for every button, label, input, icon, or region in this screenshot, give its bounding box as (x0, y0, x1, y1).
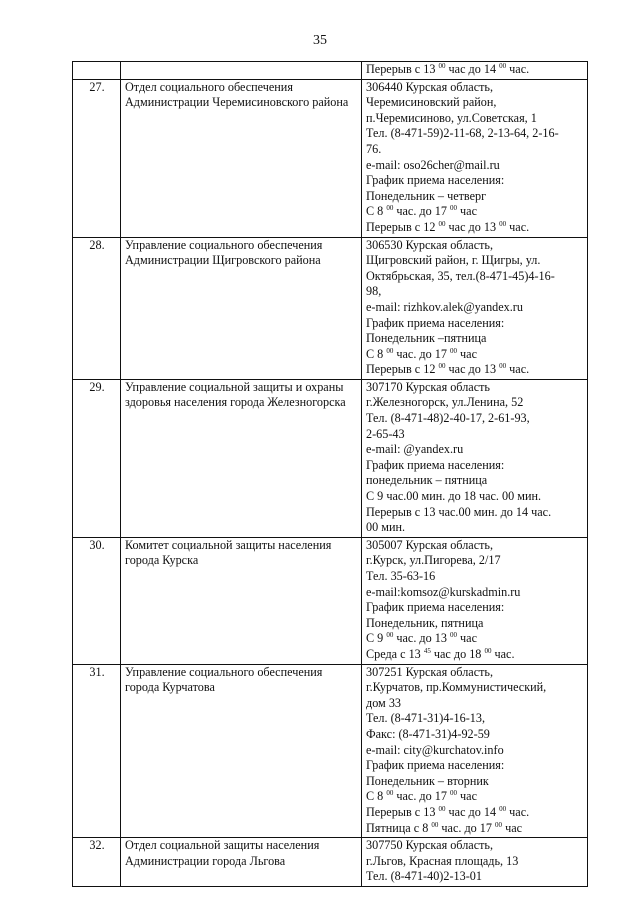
contact-line: г.Курчатов, пр.Коммунистический, (366, 680, 547, 695)
contact-line: Черемисиновский район, (366, 95, 497, 110)
contact-line: Понедельник – вторник (366, 773, 489, 788)
contact-line: e-mail: @yandex.ru (366, 442, 464, 457)
contact-line: Среда с 13 $^{45}$ час до 18 $^{00}$ час. (366, 646, 515, 661)
contact-line: Перерыв с 12 $^{00}$ час до 13 $^{00}$ час. (366, 219, 530, 234)
table-row (73, 237, 588, 379)
contact-line: 307750 Курская область, (366, 838, 494, 853)
contact-line: Тел. (8-471-48)2-40-17, 2-61-93, (366, 411, 530, 426)
contact-line: e-mail:komsoz@kurskadmin.ru (366, 584, 521, 599)
page-number: 35 (313, 33, 327, 48)
contact-line: Понедельник –пятница (366, 331, 487, 346)
contact-line: 306530 Курская область, (366, 237, 494, 252)
contact-line: С 8 $^{00}$ час. до 17 $^{00}$ час (366, 346, 477, 361)
table-row (73, 79, 588, 237)
contact-line: 76. (366, 141, 382, 156)
row-number: 28. (89, 237, 105, 252)
row-number: 32. (89, 838, 105, 853)
organization-cell (121, 79, 362, 237)
row-number-cell (73, 62, 121, 80)
contact-line: Понедельник, пятница (366, 615, 484, 630)
contact-line: Перерыв с 13 $^{00}$ час до 14 $^{00}$ час. (366, 804, 530, 819)
row-number: 31. (89, 664, 105, 679)
contact-line: e-mail: city@kurchatov.info (366, 742, 504, 757)
contact-line: дом 33 (366, 695, 402, 710)
contact-line: Щигровский район, г. Щигры, ул. (366, 253, 541, 268)
contact-cell (362, 79, 588, 237)
contact-line: Факс: (8-471-31)4-92-59 (366, 726, 490, 741)
table-row (73, 379, 588, 537)
table-row-continuation (73, 62, 588, 80)
organization-cell (121, 838, 362, 887)
contact-line: Октябрьская, 35, тел.(8-471-45)4-16- (366, 268, 555, 283)
contact-line: e-mail: oso26cher@mail.ru (366, 157, 500, 172)
contact-cell (362, 62, 588, 80)
contact-line: Перерыв с 12 $^{00}$ час до 13 $^{00}$ час. (366, 362, 530, 377)
contact-line: Понедельник – четверг (366, 188, 487, 203)
organization-name: Управление социальной защиты и охраны здоровья населения города Железногорска (125, 379, 346, 410)
contact-line: 305007 Курская область, (366, 537, 494, 552)
organization-name: Комитет социальной защиты населения города Курска (125, 537, 332, 568)
organization-cell (121, 664, 362, 838)
contact-line: С 8 $^{00}$ час. до 17 $^{00}$ час (366, 204, 477, 219)
contact-line: п.Черемисиново, ул.Советская, 1 (366, 110, 537, 125)
row-number: 30. (89, 537, 105, 552)
contact-line: Тел. (8-471-31)4-16-13, (366, 711, 485, 726)
contact-line: понедельник – пятница (366, 473, 488, 488)
organization-name: Отдел социальной защиты населения Администрации города Льгова (125, 838, 320, 868)
registry-table (72, 61, 588, 887)
organization-cell (121, 379, 362, 537)
contact-line: 307251 Курская область, (366, 664, 494, 679)
contact-line: 307170 Курская область (366, 379, 490, 394)
contact-line: 00 мин. (366, 520, 406, 535)
organization-cell (121, 537, 362, 664)
table-row (73, 664, 588, 838)
contact-line: e-mail: rizhkov.alek@yandex.ru (366, 299, 523, 314)
contact-line: Перерыв с 13 час.00 мин. до 14 час. (366, 504, 552, 519)
row-number-cell (73, 237, 121, 379)
contact-line: 98, (366, 284, 382, 299)
row-number-cell (73, 379, 121, 537)
contact-line: График приема населения: (366, 173, 505, 188)
contact-line: г.Железногорск, ул.Ленина, 52 (366, 395, 524, 410)
organization-name: Отдел социального обеспечения Администрации Черемисиновского района (125, 79, 349, 110)
contact-line: График приема населения: (366, 600, 505, 615)
organization-cell (121, 237, 362, 379)
contact-cell (362, 237, 588, 379)
organization-name: Управление социального обеспечения Администрации Щигровского района (125, 237, 323, 268)
row-number-cell (73, 537, 121, 664)
contact-line: С 8 $^{00}$ час. до 17 $^{00}$ час (366, 789, 477, 804)
contact-line: 306440 Курская область, (366, 79, 494, 94)
row-number-cell (73, 838, 121, 887)
contact-line: г.Курск, ул.Пигорева, 2/17 (366, 553, 501, 568)
contact-line: С 9 $^{00}$ час. до 13 $^{00}$ час (366, 631, 477, 646)
row-number: 27. (89, 79, 105, 94)
table-row (73, 537, 588, 664)
contact-line: Тел. (8-471-40)2-13-01 (366, 869, 482, 884)
contact-line: 2-65-43 (366, 426, 405, 441)
contact-line: График приема населения: (366, 457, 505, 472)
contact-line: Тел. 35-63-16 (366, 569, 436, 583)
table-row (73, 838, 588, 887)
contact-line: Тел. (8-471-59)2-11-68, 2-13-64, 2-16- (366, 126, 559, 141)
contact-line: График приема населения: (366, 315, 505, 330)
row-number: 29. (89, 379, 105, 394)
row-number-cell (73, 664, 121, 838)
contact-cell (362, 838, 588, 887)
contact-line: г.Льгов, Красная площадь, 13 (366, 853, 519, 868)
contact-cell (362, 537, 588, 664)
registry-table-body (73, 62, 588, 887)
contact-line: С 9 час.00 мин. до 18 час. 00 мин. (366, 489, 542, 504)
organization-cell (121, 62, 362, 80)
organization-name: Управление социального обеспечения города Курчатова (125, 664, 323, 695)
contact-cell (362, 664, 588, 838)
contact-line: Перерыв с 13 $^{00}$ час до 14 $^{00}$ час. (366, 62, 530, 76)
contact-line: Пятница с 8 $^{00}$ час. до 17 $^{00}$ час (366, 820, 523, 835)
row-number-cell (73, 79, 121, 237)
contact-line: График приема населения: (366, 758, 505, 773)
contact-cell (362, 379, 588, 537)
